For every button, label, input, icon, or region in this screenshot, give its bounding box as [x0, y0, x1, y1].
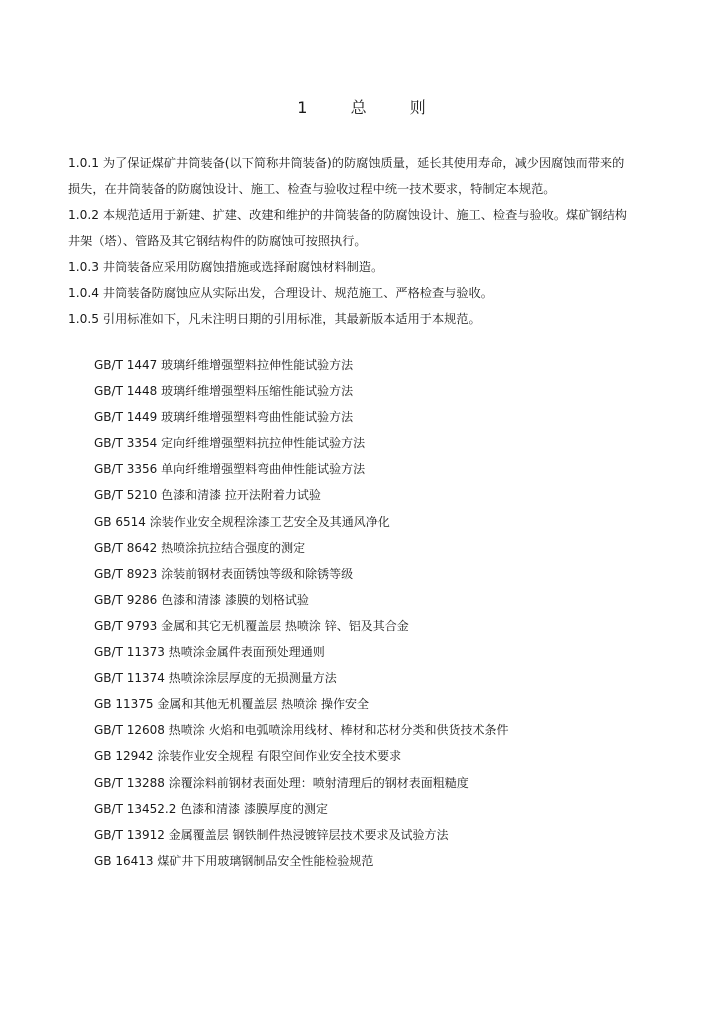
reference-item: GB/T 13452.2 色漆和清漆 漆膜厚度的测定: [94, 801, 328, 816]
clause-line: 1.0.2 本规范适用于新建、扩建、改建和维护的井筒装备的防腐蚀设计、施工、检查与验收。煤矿钢结构: [68, 208, 627, 222]
reference-item: GB/T 11373 热喷涂金属件表面预处理通则: [94, 645, 325, 660]
clause-1-0-3: [68, 254, 668, 280]
reference-item: GB/T 3356 单向纤维增强塑料弯曲伸性能试验方法: [94, 462, 366, 477]
clause-1-0-4: [68, 280, 668, 306]
reference-standards-list: [94, 352, 654, 874]
clause-1-0-1: [68, 150, 668, 202]
reference-item: GB/T 1449 玻璃纤维增强塑料弯曲性能试验方法: [94, 410, 354, 425]
reference-item: GB/T 11374 热喷涂涂层厚度的无损测量方法: [94, 671, 337, 686]
reference-item: GB/T 12608 热喷涂 火焰和电弧喷涂用线材、棒材和芯材分类和供货技术条件: [94, 723, 509, 738]
reference-item: GB/T 8923 涂装前钢材表面锈蚀等级和除锈等级: [94, 566, 354, 581]
clause-line: 1.0.1 为了保证煤矿井筒装备(以下简称井筒装备)的防腐蚀质量，延长其使用寿命，减少因腐蚀而带来的: [68, 156, 625, 170]
chapter-title-word-2: 则: [409, 98, 427, 117]
clause-list: [68, 150, 668, 332]
clause-line: 1.0.4 井筒装备防腐蚀应从实际出发，合理设计、规范施工、严格检查与验收。: [68, 286, 493, 300]
clause-line: 损失，在井筒装备的防腐蚀设计、施工、检查与验收过程中统一技术要求，特制定本规范。: [68, 182, 556, 196]
chapter-number: 1: [297, 98, 309, 117]
clause-line: 1.0.5 引用标准如下，凡未注明日期的引用标准，其最新版本适用于本规范。: [68, 312, 481, 326]
clause-1-0-2: [68, 202, 668, 254]
chapter-title-word-1: 总: [350, 98, 368, 117]
reference-item: GB 16413 煤矿井下用玻璃钢制品安全性能检验规范: [94, 853, 374, 868]
reference-item: GB 12942 涂装作业安全规程 有限空间作业安全技术要求: [94, 749, 402, 764]
clause-line: 井架（塔）、管路及其它钢结构件的防腐蚀可按照执行。: [68, 234, 367, 248]
chapter-title: [0, 95, 724, 118]
reference-item: GB/T 13288 涂覆涂料前钢材表面处理：喷射清理后的钢材表面粗糙度: [94, 775, 469, 790]
reference-item: GB/T 9286 色漆和清漆 漆膜的划格试验: [94, 592, 309, 607]
reference-item: GB/T 13912 金属覆盖层 钢铁制件热浸镀锌层技术要求及试验方法: [94, 827, 449, 842]
reference-item: GB/T 3354 定向纤维增强塑料抗拉伸性能试验方法: [94, 436, 366, 451]
reference-item: GB/T 1448 玻璃纤维增强塑料压缩性能试验方法: [94, 384, 354, 399]
reference-item: GB/T 8642 热喷涂抗拉结合强度的测定: [94, 540, 306, 555]
clause-line: 1.0.3 井筒装备应采用防腐蚀措施或选择耐腐蚀材料制造。: [68, 260, 384, 274]
reference-item: GB 6514 涂装作业安全规程涂漆工艺安全及其通风净化: [94, 514, 390, 529]
reference-item: GB 11375 金属和其他无机覆盖层 热喷涂 操作安全: [94, 697, 369, 712]
reference-item: GB/T 1447 玻璃纤维增强塑料拉伸性能试验方法: [94, 358, 354, 372]
reference-item: GB/T 9793 金属和其它无机覆盖层 热喷涂 锌、铝及其合金: [94, 618, 409, 633]
clause-1-0-5: [68, 306, 668, 332]
reference-item: GB/T 5210 色漆和清漆 拉开法附着力试验: [94, 488, 321, 503]
